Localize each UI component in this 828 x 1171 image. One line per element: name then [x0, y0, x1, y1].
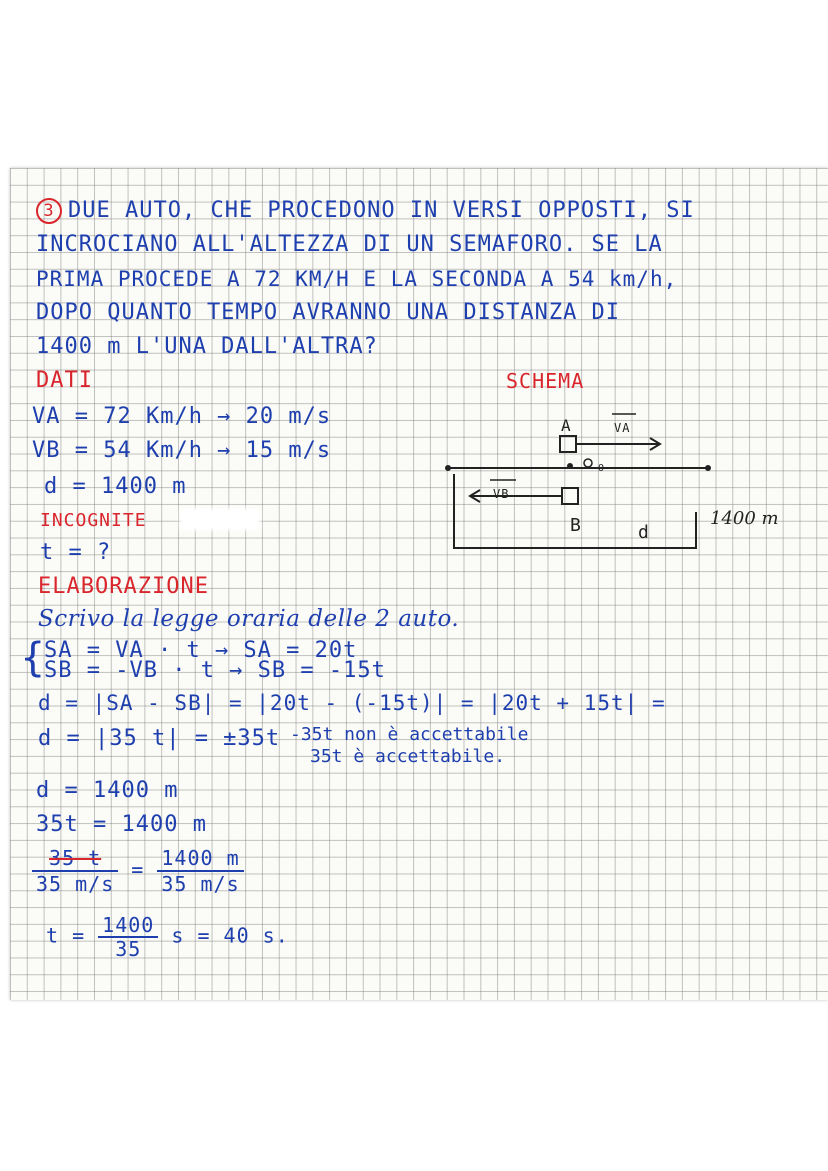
elaborazione-intro: Scrivo la legge oraria delle 2 auto. — [38, 606, 460, 632]
dati-d: d = 1400 m — [44, 474, 187, 499]
fraction-equals: = — [131, 857, 145, 882]
elaborazione-heading: ELABORAZIONE — [38, 574, 209, 599]
system-line-1: SA = VA · t → SA = 20t — [44, 638, 358, 663]
step-4: 35t = 1400 m — [36, 812, 207, 837]
system-brace: { — [20, 635, 46, 681]
schema-label-o: O — [598, 463, 606, 474]
problem-line-3: PRIMA PROCEDE A 72 KM/H E LA SECONDA A 54 km/h, — [36, 267, 678, 291]
step-2: d = |35 t| = ±35t — [38, 726, 281, 751]
correction-blot — [180, 508, 260, 530]
road-end-right — [705, 465, 711, 471]
schema-label-va: VA — [614, 421, 631, 435]
schema-label-b: B — [570, 515, 582, 536]
dati-heading: DATI — [36, 368, 93, 393]
problem-line-2: INCROCIANO ALL'ALTEZZA DI UN SEMAFORO. SE LA — [36, 232, 663, 257]
dati-va: VA = 72 Km/h → 20 m/s — [32, 404, 332, 429]
fraction-left-den: 35 m/s — [36, 872, 115, 896]
step-1: d = |SA - SB| = |20t - (-15t)| = |20t + 15t| = — [38, 691, 666, 715]
problem-text-1: DUE AUTO, CHE PROCEDONO IN VERSI OPPOSTI, SI — [68, 198, 695, 223]
fraction-left — [32, 846, 118, 896]
fraction-right-den: 35 m/s — [161, 872, 240, 896]
step-2b: 35t è accettabile. — [310, 746, 506, 767]
problem-line-4: DOPO QUANTO TEMPO AVRANNO UNA DISTANZA DI — [36, 300, 621, 325]
final-lhs: t = — [46, 923, 86, 948]
schema-label-a: A — [561, 416, 572, 435]
fraction-step — [32, 846, 244, 896]
incognite-t: t = ? — [40, 540, 112, 565]
road-end-left — [445, 465, 451, 471]
fraction-right-num: 1400 m — [157, 846, 243, 872]
car-b-box — [562, 488, 578, 504]
final-rhs: s = 40 s. — [171, 923, 289, 948]
origin-marker — [584, 459, 592, 467]
schema-label-d: d — [638, 522, 650, 543]
problem-number: 3 — [36, 198, 62, 224]
final-step — [46, 914, 289, 960]
fraction-left-num: 35 t — [32, 846, 118, 872]
step-2a: -35t non è accettabile — [290, 724, 529, 745]
step-3: d = 1400 m — [36, 778, 179, 803]
system-line-2: SB = -VB · t → SB = -15t — [44, 658, 386, 683]
schema-label-vb: VB — [493, 487, 510, 501]
dati-vb: VB = 54 Km/h → 15 m/s — [32, 438, 332, 463]
final-num: 1400 — [98, 914, 158, 938]
schema-label-dist: 1400 m — [710, 508, 779, 529]
final-fraction — [98, 914, 158, 960]
problem-line-5: 1400 m L'UNA DALL'ALTRA? — [36, 334, 378, 359]
origin-point — [567, 463, 573, 469]
incognite-heading: INCOGNITE — [40, 510, 147, 531]
final-den: 35 — [115, 937, 142, 961]
fraction-right — [157, 846, 243, 896]
schema-heading: SCHEMA — [506, 369, 585, 393]
